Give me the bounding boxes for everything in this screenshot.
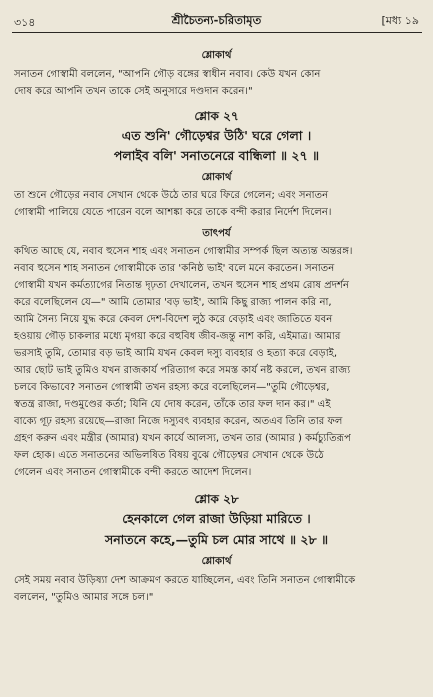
text-line: গোস্বামী পালিয়ে যেতে পারেন বলে আশঙ্কা করে তাকে বন্দী করার নির্দেশ দিলেন।: [14, 207, 332, 218]
purport-line: ভরসাই তুমি, তোমার বড় ভাই আমি যখন কেবল দস্যু ব্যবহার ও হত্যা করে বেড়াই,: [14, 348, 338, 359]
purport-heading: তাৎপর্য: [202, 228, 231, 239]
verse-line: এত শুনি' গৌড়েশ্বর উঠি' ঘরে গেলা ।: [121, 128, 312, 143]
translation-heading: শ্লোকার্থ: [201, 172, 232, 183]
text-line: দোষ করে আপনি তখন তাকে সেই অনুসারে দণ্ডদান করেন।": [14, 86, 253, 97]
verse-heading: শ্লোক ২৮: [194, 492, 239, 506]
text-line: তা শুনে গৌড়ের নবাব সেখান থেকে উঠে তার ঘরে ফিরে গেলেন; এবং সনাতন: [14, 190, 329, 201]
text-line: সেই সময় নবাব উড়িষ্যা দেশ আক্রমণ করতে যাচ্ছিলেন, এবং তিনি সনাতন গোস্বামীকে: [14, 575, 356, 586]
purport-line: বাক্যে গূঢ় রহস্য রয়েছে—রাজা নিজে দস্যুবৎ ব্যবহার করেন, অতএব তিনি তার ফল: [14, 416, 343, 427]
chapter-reference: [মধ্য ১৯: [381, 14, 419, 27]
purport-line: স্বতন্ত্র রাজা, দণ্ডমুণ্ডের কর্তা; যিনি যে দোষ করেন, তাঁকে তার ফল দান কর।" এই: [14, 399, 331, 410]
purport-line: ফল হোক। এতে সনাতনের অভিলষিত বিষয় বুঝে গৌড়েশ্বর সেখান থেকে উঠে: [14, 450, 324, 461]
purport-line: গেলেন এবং সনাতন গোস্বামীকে বন্দী করতে আদেশ দিলেন।: [14, 467, 252, 478]
purport-line: কথিত আছে যে, নবাব হুসেন শাহ এবং সনাতন গোস্বামীর সম্পর্ক ছিল অত্যন্ত অন্তরঙ্গ।: [14, 246, 353, 257]
text-line: বললেন, "তুমিও আমার সঙ্গে চল।": [14, 592, 154, 603]
verse-line: পলাইব বলি' সনাতনেরে বান্ধিলা ॥ ২৭ ॥: [113, 148, 320, 163]
purport-line: চলবে কিভাবে? সনাতন গোস্বামী তখন রহস্য করে বলেছিলেন—"তুমি গৌড়েশ্বর,: [14, 382, 330, 393]
verse-heading: শ্লোক ২৭: [194, 109, 239, 123]
purport-line: আর ছোট ভাই তুমিও যখন রাজকার্য পরিত্যাগ করে সমস্ত কার্য নষ্ট করলে, তখন রাজ্য: [14, 365, 351, 376]
purport-line: নবাব হুসেন শাহ সনাতন গোস্বামীকে তার 'কনিষ্ঠ ভাই' বলে মনে করতেন। সনাতন: [14, 263, 335, 274]
text-line: সনাতন গোস্বামী বললেন, "আপনি গৌড় বঙ্গের স্বাধীন নবাব। কেউ যখন কোন: [14, 69, 321, 80]
page-header: [0, 10, 433, 32]
header-rule: [12, 32, 422, 33]
purport-line: গ্রহণ করুন এবং মন্ত্রীর (আমার) যখন কার্যে আলস্য, তখন তার (আমার ) কর্মচ্যুতিরূপ: [14, 433, 351, 444]
verse-line: হেনকালে গেল রাজা উড়িয়া মারিতে ।: [122, 511, 311, 526]
purport-line: আমি সৈন্য নিয়ে যুদ্ধ করে কেবল দেশ-বিদেশ লুঠ করে বেড়াই এবং জাতিতে যবন: [14, 314, 333, 325]
page-number: ৩১৪: [14, 16, 36, 29]
translation-heading: শ্লোকার্থ: [201, 50, 232, 61]
verse-line: সনাতনে কহে,—তুমি চল মোর সাথে ॥ ২৮ ॥: [104, 532, 329, 547]
purport-line: গোস্বামী যখন কর্মত্যাগের নিতান্ত দৃঢ়তা দেখালেন, তখন হুসেন শাহ প্রথম রোষ প্রদর্শন: [14, 280, 349, 291]
running-title: শ্রীচৈতন্য-চরিতামৃত: [171, 13, 262, 27]
purport-line: হওয়ায় গৌড় চাকলার মধ্যে মৃগয়া করে বহুবিধ জীব-জন্তু নাশ করি, এইমাত্র। আমার: [14, 331, 341, 342]
purport-line: করে বলেছিলেন যে—" আমি তোমার 'বড় ভাই', আমি কিছু রাজ্য পালন করি না,: [14, 297, 332, 308]
translation-heading: শ্লোকার্থ: [201, 556, 232, 567]
